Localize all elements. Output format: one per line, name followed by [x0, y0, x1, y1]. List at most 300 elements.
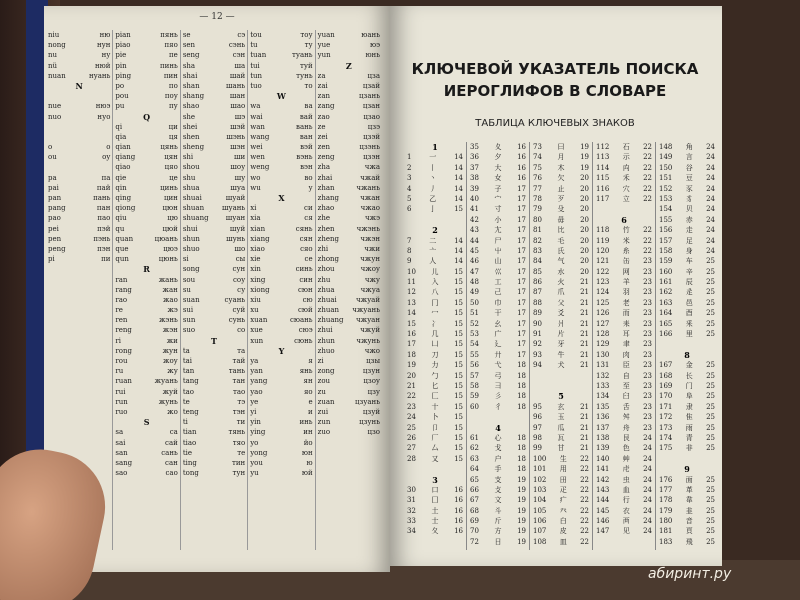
index-entry [318, 376, 380, 386]
cyrillic-transcription: цзэн [363, 153, 381, 162]
cyrillic-transcription: по [168, 81, 178, 90]
radical-glyph: 日 [494, 537, 502, 546]
pinyin-syllable: run [115, 397, 128, 406]
radical-glyph: 谷 [685, 163, 693, 172]
radical-entry [659, 277, 715, 287]
index-entry [250, 468, 312, 478]
cyrillic-transcription: чжэ [365, 214, 381, 223]
cyrillic-transcription: суань [224, 295, 246, 304]
pinyin-syllable: sao [115, 469, 128, 478]
index-entry [318, 305, 380, 315]
radical-page: 19 [517, 506, 526, 515]
radical-entry [596, 371, 652, 381]
radical-entry [470, 298, 526, 308]
radical-glyph: 凵 [431, 340, 439, 349]
index-entry [250, 264, 312, 274]
cyrillic-transcription: цзэ [367, 122, 381, 131]
pinyin-syllable: qun [115, 255, 129, 264]
index-entry [318, 40, 380, 50]
radical-page: 22 [580, 475, 589, 484]
radical-entry [470, 319, 526, 329]
cyrillic-transcription: шэй [230, 122, 246, 131]
pinyin-syllable: qing [115, 194, 132, 202]
radical-page: 25 [706, 288, 715, 297]
radical-page: 25 [706, 433, 715, 442]
index-entry [115, 122, 177, 132]
cyrillic-transcription: тянь [228, 428, 246, 437]
radical-glyph: 斤 [494, 517, 502, 526]
radical-number: 47 [470, 267, 479, 276]
pinyin-syllable: rao [115, 295, 128, 304]
radical-page: 14 [454, 236, 463, 245]
radical-entry [533, 526, 589, 536]
radical-page: 24 [643, 517, 652, 526]
index-entry [250, 407, 312, 417]
pinyin-syllable: zhong [317, 255, 340, 264]
cyrillic-transcription: поу [164, 92, 178, 101]
pinyin-syllable: she [182, 112, 196, 121]
radical-number: 49 [470, 288, 479, 297]
radical-entry [533, 350, 589, 360]
cyrillic-transcription: ту [304, 41, 313, 50]
pinyin-syllable: po [115, 81, 125, 90]
radical-glyph: 手 [494, 465, 502, 474]
radical-number: 176 [659, 475, 673, 484]
cyrillic-transcription: чжуан [356, 316, 381, 325]
index-blank [48, 417, 110, 427]
radical-number: 84 [533, 257, 542, 266]
stroke-count-header: 3 [432, 474, 438, 485]
cyrillic-transcription: сай [165, 438, 178, 447]
radical-glyph: 玉 [557, 413, 565, 422]
radical-table [404, 142, 718, 550]
radical-glyph: 豕 [685, 184, 693, 193]
radical-page: 22 [643, 226, 652, 235]
cyrillic-transcription: цю [167, 214, 178, 223]
pinyin-syllable: zhu [317, 275, 331, 284]
radical-number: 150 [659, 163, 673, 172]
radical-page: 17 [517, 215, 526, 224]
radical-page: 22 [580, 465, 589, 474]
radical-glyph: 牛 [557, 350, 565, 359]
radical-entry [407, 402, 463, 412]
radical-number: 159 [659, 257, 673, 266]
radical-number: 147 [596, 527, 610, 536]
cyrillic-transcription: шоу [230, 163, 246, 172]
index-entry [115, 173, 177, 183]
radical-glyph: 用 [559, 465, 567, 474]
cyrillic-transcription: тай [232, 357, 246, 365]
radical-page: 20 [580, 174, 589, 183]
pinyin-syllable: zhuo [317, 346, 335, 355]
radical-glyph: 弓 [494, 371, 502, 380]
radical-entry [533, 412, 589, 422]
radical-page: 21 [580, 433, 589, 442]
pinyin-syllable: sheng [182, 143, 205, 152]
radical-entry [596, 184, 652, 194]
cyrillic-transcription: чжань [356, 183, 381, 192]
index-blank [115, 509, 177, 519]
radical-glyph: 爪 [557, 288, 565, 297]
radical-glyph: 彐 [494, 381, 502, 390]
index-entry [318, 224, 380, 234]
cyrillic-transcription: жуй [162, 387, 178, 396]
radical-number: 75 [533, 163, 542, 172]
radical-number: 62 [470, 444, 479, 453]
radical-number: 146 [596, 517, 610, 526]
radical-page: 14 [454, 174, 463, 183]
radical-entry [659, 329, 715, 339]
pinyin-syllable: wang [250, 132, 270, 141]
pinyin-syllable: ying [250, 428, 266, 437]
index-entry [183, 397, 245, 407]
pinyin-syllable: zha [317, 163, 330, 172]
radical-entry [659, 163, 715, 173]
index-entry [48, 50, 110, 60]
index-blank [183, 529, 245, 539]
index-entry [318, 325, 380, 335]
index-entry [250, 101, 312, 111]
cyrillic-transcription: цзоу [363, 377, 381, 386]
cyrillic-transcription: инь [299, 418, 313, 427]
cyrillic-transcription: ця [168, 132, 178, 141]
radical-glyph: 干 [494, 309, 502, 318]
radical-number: 174 [659, 433, 673, 442]
radical-glyph: 车 [685, 257, 693, 266]
radical-entry [470, 173, 526, 183]
radical-entry [407, 298, 463, 308]
radical-page: 25 [706, 361, 715, 370]
radical-glyph: 雨 [685, 423, 693, 432]
radical-page: 19 [517, 496, 526, 505]
index-entry [183, 213, 245, 223]
cyrillic-transcription: цяо [164, 163, 178, 172]
radical-entry [533, 173, 589, 183]
radical-number: 141 [596, 465, 610, 474]
index-blank [115, 519, 177, 529]
index-entry [115, 295, 177, 305]
radical-page: 25 [706, 485, 715, 494]
radical-number: 164 [659, 309, 673, 318]
radical-page: 15 [454, 298, 463, 307]
pinyin-syllable: tun [250, 71, 263, 80]
pinyin-syllable: wo [250, 173, 261, 182]
radical-page: 19 [517, 517, 526, 526]
radical-number: 157 [659, 236, 673, 245]
radical-entry [596, 454, 652, 464]
radical-entry [407, 287, 463, 297]
index-blank [183, 519, 245, 529]
radical-page: 24 [643, 454, 652, 463]
radical-entry [407, 277, 463, 287]
cyrillic-transcription: та [237, 346, 246, 355]
radical-entry [659, 537, 715, 547]
index-entry [183, 183, 245, 193]
cyrillic-transcription: вэнь [296, 153, 313, 162]
radical-glyph: 皿 [559, 537, 567, 546]
radical-page: 17 [517, 309, 526, 318]
pinyin-syllable: niu [48, 31, 60, 39]
pinyin-syllable: pao [48, 214, 61, 223]
radical-page: 15 [454, 361, 463, 370]
cyrillic-transcription: шан [229, 92, 246, 101]
index-entry [183, 173, 245, 183]
radical-glyph: 方 [494, 527, 502, 536]
index-entry [183, 50, 245, 60]
radical-page: 21 [580, 423, 589, 432]
index-entry [115, 244, 177, 254]
radical-number: 96 [533, 413, 542, 422]
radical-glyph: 生 [559, 454, 567, 463]
index-blank [115, 488, 177, 498]
pinyin-syllable: pou [115, 92, 129, 101]
pinyin-syllable: qia [115, 132, 127, 141]
radical-page: 15 [454, 371, 463, 380]
index-entry [318, 264, 380, 274]
radical-entry [659, 173, 715, 183]
radical-page: 23 [643, 288, 652, 297]
radical-number: 119 [596, 236, 610, 245]
cyrillic-transcription: шао [230, 102, 246, 111]
pinyin-syllable: zou [317, 377, 331, 386]
radical-number: 69 [470, 517, 479, 526]
radical-page: 17 [517, 278, 526, 287]
radical-entry [659, 152, 715, 162]
radical-entry [407, 360, 463, 370]
index-entry [250, 285, 312, 295]
radical-entry [596, 391, 652, 401]
radical-page: 21 [580, 319, 589, 328]
pinyin-syllable: zui [317, 407, 329, 416]
index-entry [318, 162, 380, 172]
radical-number: 20 [407, 371, 416, 380]
cyrillic-transcription: суй [232, 306, 246, 315]
radical-number: 133 [596, 381, 610, 390]
index-entry [250, 325, 312, 335]
radical-page: 18 [517, 392, 526, 401]
index-entry [115, 356, 177, 366]
cyrillic-transcription: те [237, 448, 246, 457]
pinyin-syllable: you [250, 458, 263, 467]
radical-page: 19 [517, 537, 526, 546]
index-entry [115, 387, 177, 397]
radical-page: 21 [580, 298, 589, 307]
title-line-2: ИЕРОГЛИФОВ В СЛОВАРЕ [443, 82, 667, 100]
pinyin-syllable: xi [250, 204, 257, 213]
radical-glyph: 夊 [494, 143, 502, 151]
radical-page: 20 [580, 257, 589, 266]
index-entry [48, 71, 110, 81]
radical-glyph: 辛 [685, 267, 693, 276]
cyrillic-transcription: цзан [362, 102, 381, 111]
radical-number: 78 [533, 194, 542, 203]
radical-page: 15 [454, 330, 463, 339]
radical-glyph: 入 [431, 278, 439, 287]
radical-entry [659, 412, 715, 422]
radical-number: 137 [596, 423, 610, 432]
cyrillic-transcription: пань [93, 194, 111, 202]
pinyin-syllable: sun [182, 316, 196, 325]
radical-number: 72 [470, 537, 479, 546]
radical-entry [659, 225, 715, 235]
radical-number: 153 [659, 194, 673, 203]
cyrillic-transcription: оу [102, 153, 111, 162]
radical-page: 21 [580, 288, 589, 297]
index-entry [318, 193, 380, 203]
cyrillic-transcription: туань [291, 51, 313, 60]
pinyin-syllable: zhun [317, 336, 335, 345]
pinyin-syllable: shai [182, 71, 198, 80]
radical-page: 18 [517, 381, 526, 390]
radical-entry [533, 236, 589, 246]
radical-page: 24 [643, 485, 652, 494]
radical-number: 28 [407, 454, 416, 463]
pinyin-syllable: xiong [250, 285, 270, 294]
index-entry [318, 50, 380, 60]
index-entry [318, 71, 380, 81]
radical-number: 39 [470, 184, 479, 193]
radical-glyph: 犬 [557, 361, 565, 370]
pinyin-syllable: yo [250, 438, 259, 447]
radical-page: 17 [517, 246, 526, 255]
cyrillic-transcription: пао [97, 214, 111, 223]
index-blank [318, 458, 380, 468]
index-entry [183, 305, 245, 315]
radical-page: 20 [580, 205, 589, 214]
radical-glyph: 足 [685, 236, 693, 245]
radical-glyph: 示 [622, 153, 630, 162]
radical-page: 22 [643, 246, 652, 255]
radical-entry [596, 256, 652, 266]
page-title [410, 58, 700, 102]
radical-entry [659, 423, 715, 433]
radical-entry [470, 246, 526, 256]
index-entry [115, 397, 177, 407]
index-entry [115, 458, 177, 468]
radical-glyph: 青 [685, 433, 693, 442]
pinyin-syllable: shao [182, 102, 200, 111]
index-blank [250, 519, 312, 529]
index-blank [115, 499, 177, 509]
cyrillic-transcription: пяо [164, 41, 178, 50]
pinyin-syllable: ran [115, 275, 128, 284]
index-entry [115, 91, 177, 101]
pinyin-index [46, 30, 382, 550]
radical-glyph: 臼 [622, 392, 630, 401]
index-entry [183, 61, 245, 71]
pinyin-syllable: shang [182, 92, 205, 101]
radical-entry [470, 454, 526, 464]
index-blank [48, 427, 110, 437]
radical-number: 40 [470, 194, 479, 203]
radical-entry [659, 194, 715, 204]
pinyin-syllable: pai [48, 183, 59, 192]
radical-number: 121 [596, 257, 610, 266]
pinyin-syllable: wai [250, 112, 263, 121]
radical-page: 14 [454, 246, 463, 255]
radical-page: 25 [706, 527, 715, 536]
radical-entry [533, 516, 589, 526]
index-entry [318, 213, 380, 223]
radical-page: 15 [454, 433, 463, 442]
index-entry [48, 203, 110, 213]
radical-glyph: 二 [429, 236, 437, 245]
radical-number: 27 [407, 444, 416, 453]
index-blank [183, 509, 245, 519]
cyrillic-transcription: тунь [296, 71, 313, 80]
index-entry [48, 254, 110, 264]
cyrillic-transcription: сю [302, 295, 313, 304]
radical-page: 24 [706, 163, 715, 172]
radical-entry [596, 277, 652, 287]
pinyin-syllable: shi [182, 153, 194, 162]
radical-number: 67 [470, 496, 479, 505]
radical-page: 17 [517, 226, 526, 235]
radical-page: 24 [706, 205, 715, 214]
cyrillic-transcription: ин [303, 428, 313, 437]
index-blank [183, 499, 245, 509]
cyrillic-transcription: у [308, 183, 313, 192]
cyrillic-transcription: сюй [297, 306, 313, 315]
radical-blank [407, 215, 463, 225]
radical-entry [596, 402, 652, 412]
radical-page: 21 [580, 444, 589, 453]
index-entry [115, 315, 177, 325]
cyrillic-transcription: цянь [160, 143, 178, 152]
radical-number: 114 [596, 163, 610, 172]
cyrillic-transcription: ва [304, 102, 313, 111]
index-entry [115, 376, 177, 386]
pinyin-syllable: qiong [115, 204, 136, 213]
cyrillic-transcription: жао [162, 295, 178, 304]
radical-entry [659, 360, 715, 370]
radical-entry [533, 319, 589, 329]
radical-glyph: 立 [622, 194, 630, 203]
index-entry [318, 285, 380, 295]
cyrillic-transcription: сунь [228, 316, 246, 325]
radical-entry [533, 443, 589, 453]
radical-entry [470, 163, 526, 173]
radical-number: 70 [470, 527, 479, 536]
radical-number: 38 [470, 174, 479, 183]
radical-column [530, 142, 593, 550]
radical-number: 103 [533, 485, 547, 494]
radical-page: 15 [454, 267, 463, 276]
pinyin-syllable: ping [115, 71, 132, 80]
radical-entry [407, 163, 463, 173]
radical-entry [470, 495, 526, 505]
radical-page: 24 [643, 465, 652, 474]
radical-glyph: 勹 [431, 371, 439, 380]
radical-entry [596, 142, 652, 152]
radical-glyph: 襾 [622, 517, 630, 526]
radical-page: 22 [580, 485, 589, 494]
radical-number: 168 [659, 371, 673, 380]
radical-blank [659, 454, 715, 464]
radical-entry [659, 236, 715, 246]
radical-number: 101 [533, 465, 547, 474]
cyrillic-transcription: нун [96, 41, 111, 50]
radical-number: 22 [407, 392, 416, 401]
pinyin-syllable: zai [317, 81, 328, 90]
pinyin-syllable: zhi [317, 244, 329, 253]
radical-page: 22 [643, 163, 652, 172]
radical-entry [596, 412, 652, 422]
pinyin-syllable: zang [317, 102, 335, 111]
index-section-letter: Y [278, 345, 285, 356]
cyrillic-transcription: жэнь [158, 316, 178, 325]
cyrillic-transcription: сы [235, 255, 246, 264]
